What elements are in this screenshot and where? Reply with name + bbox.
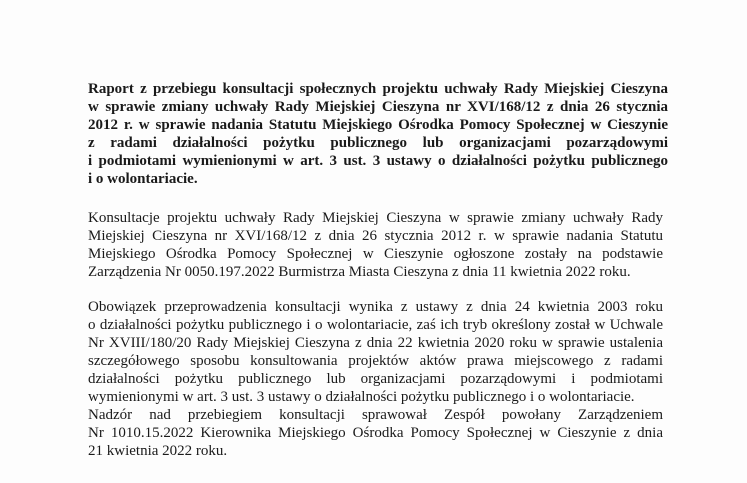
title-line: i o wolontariacie. [88,171,198,187]
paragraph-line: Nr XVIII/180/20 Rady Miejskiej Cieszyna z dnia 22 kwietnia 2020 roku w sprawie ustalenia [88,335,663,351]
paragraph-line: Nr 1010.15.2022 Kierownika Miejskiego Ośrodka Pomocy Społecznej w Cieszynie z dnia [88,425,663,441]
title-line: w sprawie zmiany uchwały Rady Miejskiej Cieszyna nr XVI/168/12 z dnia 26 stycznia [88,99,668,115]
paragraph-line: Zarządzenia Nr 0050.197.2022 Burmistrza Miasta Cieszyna z dnia 11 kwietnia 2022 roku. [88,264,631,280]
title-line: z radami działalności pożytku publicznego lub organizacjami pozarządowymi [88,135,668,151]
paragraph-consultation-announcement [88,209,663,281]
report-title [88,80,668,188]
title-line: 2012 r. w sprawie nadania Statutu Miejskiego Ośrodka Pomocy Społecznej w Cieszynie [88,117,668,133]
paragraph-line: 21 kwietnia 2022 roku. [88,443,228,459]
paragraph-legal-basis [88,298,663,406]
title-line: Raport z przebiegu konsultacji społecznych projektu uchwały Rady Miejskiej Cieszyna [88,81,668,97]
paragraph-line: Obowiązek przeprowadzenia konsultacji wynika z ustawy z dnia 24 kwietnia 2003 roku [88,299,663,315]
paragraph-line: Nadzór nad przebiegiem konsultacji sprawował Zespół powołany Zarządzeniem [88,407,663,423]
paragraph-line: Miejskiego Ośrodka Pomocy Społecznej w Cieszynie ogłoszone zostały na podstawie [88,246,663,262]
paragraph-line: szczegółowego sposobu konsultowania projektów aktów prawa miejscowego z radami [88,353,663,369]
paragraph-line: działalności pożytku publicznego lub organizacjami pozarządowymi i podmiotami [88,371,663,387]
paragraph-line: wymienionymi w art. 3 ust. 3 ustawy o działalności pożytku publicznego i o wolontariacie. [88,389,635,405]
paragraph-supervision [88,406,663,460]
paragraph-line: Miejskiej Cieszyna nr XVI/168/12 z dnia 26 stycznia 2012 r. w sprawie nadania Statutu [88,228,663,244]
paragraph-line: Konsultacje projektu uchwały Rady Miejskiej Cieszyna w sprawie zmiany uchwały Rady [88,210,663,226]
title-line: i podmiotami wymienionymi w art. 3 ust. 3 ustawy o działalności pożytku publicznego [88,153,668,169]
paragraph-line: o działalności pożytku publicznego i o wolontariacie, zaś ich tryb określony został w Uchwale [88,317,663,333]
